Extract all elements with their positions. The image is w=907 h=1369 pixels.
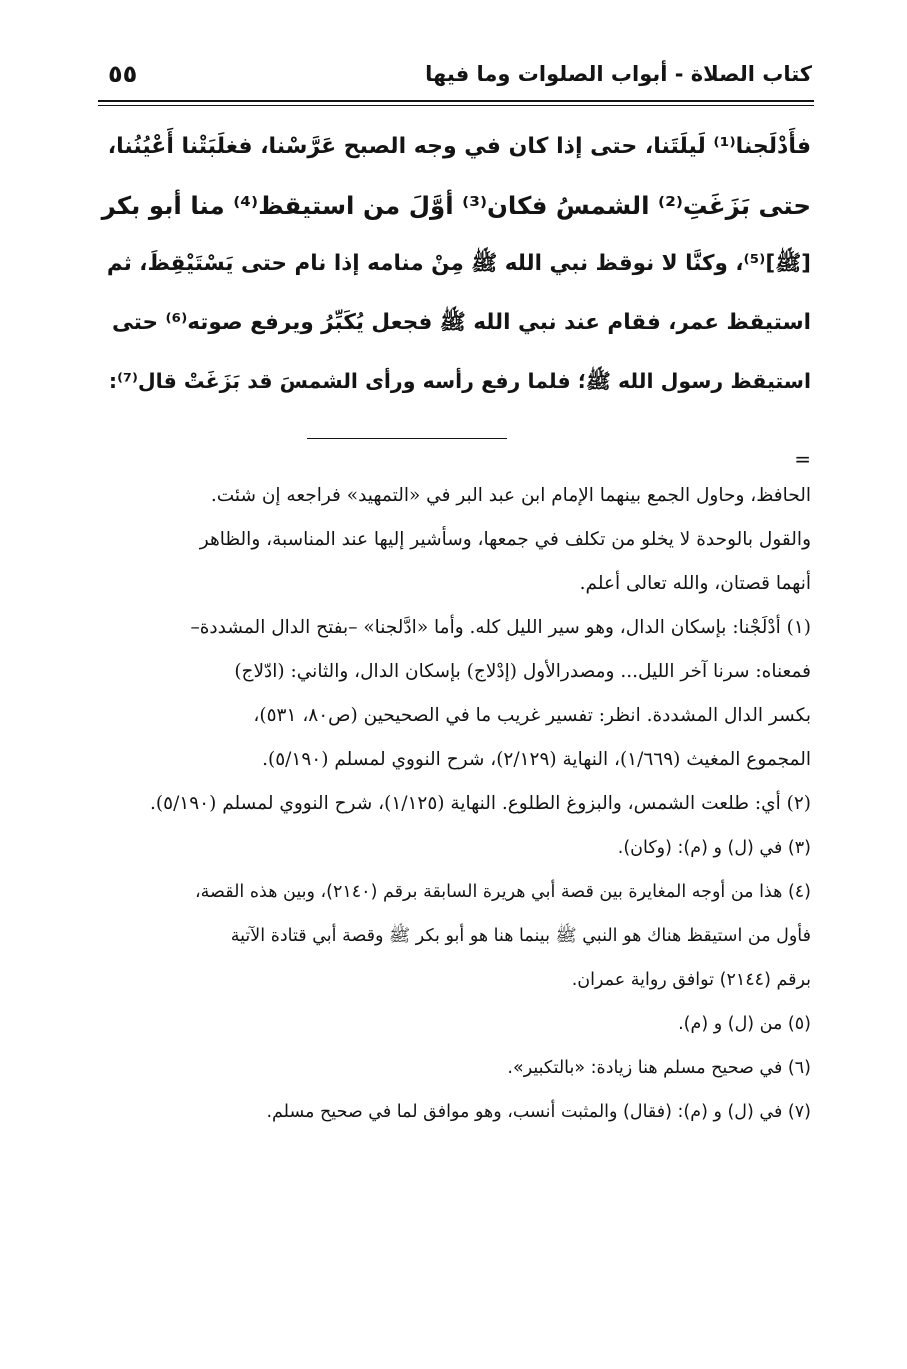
footnote-line: برقم (٢١٤٤) توافق رواية عمران. [571, 970, 811, 990]
main-text-line: [ﷺ]⁽⁵⁾، وكنَّا لا نوقظ نبي الله ﷺ مِنْ منامه إذا نام حتى يَسْتَيْقِظَ، ثم [106, 251, 811, 276]
footnote-line: (٦) في صحيح مسلم هنا زيادة: «بالتكبير». [507, 1058, 811, 1078]
footnote-line: بكسر الدال المشددة. انظر: تفسير غريب ما في الصحيحين (ص٨٠، ٥٣١)، [253, 705, 811, 726]
footnote-line: والقول بالوحدة لا يخلو من تكلف في جمعها، وسأشير إليها عند المناسبة، والظاهر [199, 529, 811, 550]
header-rule [98, 100, 814, 106]
footnote-line: المجموع المغيث (١/٦٦٩)، النهاية (٢/١٢٩)، شرح النووي لمسلم (٥/١٩٠). [262, 749, 811, 770]
main-text-line: استيقظ رسول الله ﷺ؛ فلما رفع رأسه ورأى الشمسَ قد بَزَغَتْ قال⁽⁷⁾: [108, 369, 811, 393]
footnote-line: (٥) من (ل) و (م). [678, 1014, 811, 1034]
footnote-line: (٧) في (ل) و (م): (فقال) والمثبت أنسب، وهو موافق لما في صحيح مسلم. [266, 1102, 811, 1122]
footnote-separator [307, 438, 507, 439]
footnote-line: (٢) أي: طلعت الشمس، والبزوغ الطلوع. النهاية (١/١٢٥)، شرح النووي لمسلم (٥/١٩٠). [150, 793, 811, 814]
main-text [97, 118, 811, 411]
footnote-line: فأول من استيقظ هناك هو النبي ﷺ بينما هنا هو أبو بكر ﷺ وقصة أبي قتادة الآتية [230, 926, 811, 946]
main-text-line: فأَدْلَجنا⁽¹⁾ لَيلَتَنا، حتى إذا كان في وجه الصبح عَرَّسْنا، فغلَبَتْنا أَعْيُنُنا، [107, 134, 811, 159]
main-text-line: استيقظ عمر، فقام عند نبي الله ﷺ فجعل يُكَبِّرُ ويرفع صوته⁽⁶⁾ حتى [111, 309, 811, 335]
running-header [100, 60, 812, 100]
footnote-line: (٤) هذا من أوجه المغايرة بين قصة أبي هريرة السابقة برقم (٢١٤٠)، وبين هذه القصة، [195, 882, 811, 902]
footnote-line: فمعناه: سرنا آخر الليل... ومصدرالأول (إدْلاج) بإسكان الدال، والثاني: (ادّلاج) [234, 661, 811, 682]
header-title: كتاب الصلاة - أبواب الصلوات وما فيها [425, 62, 812, 86]
footnote-line: الحافظ، وحاول الجمع بينهما الإمام ابن عبد البر في «التمهيد» فراجعه إن شئت. [210, 485, 811, 506]
footnote-line: أنهما قصتان، والله تعالى أعلم. [579, 573, 811, 594]
footnotes [99, 474, 811, 1134]
footnote-line: (١) أدْلَجْنا: بإسكان الدال، وهو سير الليل كله. وأما «ادَّلجنا» –بفتح الدال المشددة– [190, 617, 811, 638]
page-number: ٥٥ [108, 60, 138, 88]
main-text-line: حتى بَزَغَتِ⁽²⁾ الشمسُ فكان⁽³⁾ أوَّلَ من استيقظ⁽⁴⁾ منا أبو بكر [101, 190, 811, 220]
footnote-continuation-mark: = [794, 447, 811, 471]
footnote-line: (٣) في (ل) و (م): (وكان). [617, 838, 811, 858]
